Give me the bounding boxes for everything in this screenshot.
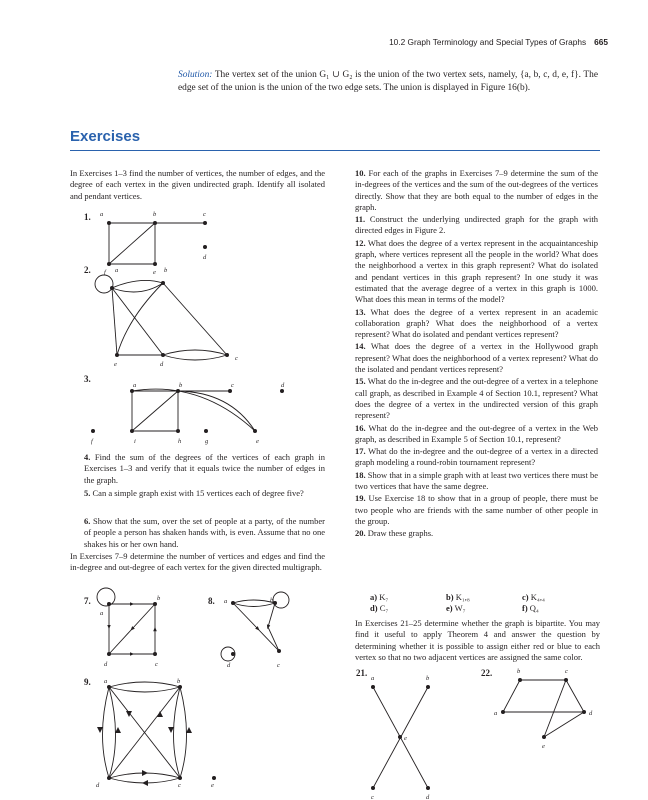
vertex-label: b [517, 668, 521, 675]
edge [180, 687, 187, 778]
edge [566, 680, 584, 712]
vertex-label: c [371, 794, 374, 800]
part-f-label: f) [522, 603, 528, 614]
exercise-15-text: What do the in-degree and the out-degree of a vertex in a telephone call graph, as described in Example 4 of Section 10.1, represent? What does the degree of a vertex in the undirected version of this graph represent? [355, 376, 598, 421]
vertex [153, 602, 157, 606]
intro-7-9: In Exercises 7–9 determine the number of vertices and edges and find the in-degree and out-degree of each vertex for the given directed multigraph. [70, 551, 325, 573]
exercise-16-number: 16. [355, 422, 366, 433]
vertex [518, 678, 522, 682]
exercise-4-number: 4. [84, 452, 91, 462]
vertex [91, 429, 95, 433]
vertex [228, 389, 232, 393]
exercise-2-number: 2. [84, 265, 91, 275]
vertex-label: c [203, 211, 206, 218]
vertex [178, 685, 182, 689]
graph-8 [221, 592, 289, 669]
vertex [582, 710, 586, 714]
vertex [107, 221, 111, 225]
vertex-label: d [160, 361, 164, 368]
vertex [204, 429, 208, 433]
vertex-label: a [494, 710, 498, 717]
part-d-label: d) [370, 603, 378, 614]
edge [268, 627, 279, 651]
part-f-text: Q₄ [529, 603, 539, 614]
part-a-label: a) [370, 592, 378, 602]
vertex-label: b [153, 211, 157, 218]
exercise-5-text: Can a simple graph exist with 15 vertices each of degree five? [92, 488, 304, 498]
section-title: 10.2 Graph Terminology and Special Types of Graphs [389, 37, 587, 47]
vertex-label: f [104, 269, 106, 276]
vertex-label: e [404, 735, 407, 742]
exercise-17-text: What do the in-degree and the out-degree of a vertex in a directed graph modeling a round-robin tournament represent? [355, 446, 598, 468]
vertex-label: a [371, 675, 375, 682]
exercise-13-number: 13. [355, 306, 366, 317]
exercise-14-text: What does the degree of a vertex in the Hollywood graph represent? What does the neighborhood of a vertex represent? What do the isolated and pendant vertices represent? [355, 341, 598, 375]
edge [109, 682, 180, 687]
exercise-5-number: 5. [84, 488, 91, 498]
vertex-label: a [133, 382, 137, 389]
solution-label: Solution: [178, 70, 213, 80]
exercise-20-number: 20. [355, 528, 366, 539]
edge [132, 604, 155, 629]
vertex-label: c [155, 661, 158, 668]
exercise-4-text: Find the sum of the degrees of the vertices of each graph in Exercises 1–3 and verify that it equals twice the number of edges in the graph. [84, 452, 326, 485]
arrow [126, 711, 132, 717]
vertex [107, 652, 111, 656]
vertex [176, 429, 180, 433]
edge [109, 687, 180, 692]
vertex [115, 353, 119, 357]
vertex-label: b [426, 675, 430, 682]
graph-22 [494, 668, 593, 750]
vertex [280, 389, 284, 393]
edge [233, 603, 275, 607]
edge [178, 391, 255, 431]
exercise-18-text: Show that in a simple graph with at least two vertices there must be two vertices that have the same degree. [355, 469, 599, 492]
vertex-label: c [178, 782, 181, 789]
arrow [142, 770, 148, 776]
vertex [178, 776, 182, 780]
vertex [176, 389, 180, 393]
exercise-6-number: 6. [84, 516, 91, 526]
edge [109, 687, 116, 778]
exercise-6-text: Show that the sum, over the set of people at a party, of the number of people a person has shaken hands with, is even. Assume that no one shakes his or her own hand. [84, 516, 325, 549]
exercise-9-number: 9. [84, 677, 91, 687]
exercise-3-number: 3. [84, 374, 91, 384]
part-e-text: W₇ [454, 603, 466, 614]
vertex [426, 786, 430, 790]
exercise-21-number: 21. [356, 668, 368, 678]
vertex-label: h [178, 438, 182, 445]
exercise-14-number: 14. [355, 341, 366, 352]
exercise-11-text: Construct the underlying undirected graph for the graph with directed edges in Figure 2. [355, 214, 599, 236]
exercise-16-text: What do the in-degree and the out-degree of a vertex in the Web graph, as described in Example 5 of Section 10.1, represent? [355, 422, 598, 444]
vertex-label: d [426, 794, 430, 800]
vertex-label: d [281, 382, 285, 389]
solution-text: The vertex set of the union G₁ ∪ G₂ is the union of the two vertex sets, namely, {a, b, c, d, e, f}. The edge set of the union is the union of the two edge sets. The union is displayed in Figure 16(b). [178, 70, 598, 93]
exercises-heading: Exercises [70, 128, 141, 145]
graph-3 [91, 382, 285, 445]
vertex [253, 429, 257, 433]
vertex [426, 685, 430, 689]
graph-2 [95, 267, 238, 368]
vertex-label: d [96, 782, 100, 789]
edge [163, 355, 227, 360]
intro-1-3: In Exercises 1–3 find the number of vertices, the number of edges, and the degree of each vertex in the given undirected graph. Identify all isolated and pendant vertices. [70, 168, 325, 201]
graph-7 [97, 588, 161, 668]
vertex [161, 353, 165, 357]
vertex [107, 602, 111, 606]
vertex [153, 262, 157, 266]
page-number: 665 [594, 37, 608, 47]
edge [233, 600, 275, 603]
edge [257, 628, 279, 651]
vertex [107, 776, 111, 780]
exercise-10-number: 10. [355, 168, 366, 178]
vertex [130, 429, 134, 433]
vertex [203, 245, 207, 249]
edge [109, 223, 155, 264]
vertex-label: b [157, 595, 161, 602]
part-a-text: K₇ [379, 592, 389, 602]
intro-21-25: In Exercises 21–25 determine whether the graph is bipartite. You may find it useful to apply Theorem 4 and answer the question by determining whether it is possible to assign either red or blue to each vertex so that no two adjacent vertices are assigned the same color. [355, 618, 600, 662]
vertex-label: c [231, 382, 234, 389]
arrow [142, 780, 148, 786]
vertex-label: a [100, 211, 104, 218]
vertex [542, 735, 546, 739]
vertex-label: b [177, 678, 181, 685]
vertex [398, 735, 402, 739]
arrow [115, 727, 121, 733]
vertex [153, 221, 157, 225]
exercise-7-number: 7. [84, 596, 91, 606]
edge [117, 283, 163, 355]
loop-edge [97, 588, 115, 606]
edge [544, 712, 584, 737]
loop-edge [95, 275, 113, 293]
vertex [153, 652, 157, 656]
exercise-15-number: 15. [355, 376, 366, 387]
edge [268, 603, 275, 627]
vertex-label: c [565, 668, 568, 675]
vertex [231, 652, 235, 656]
edge [544, 680, 566, 737]
vertex [225, 353, 229, 357]
vertex [564, 678, 568, 682]
vertex [107, 685, 111, 689]
vertex [231, 601, 235, 605]
edge [109, 629, 132, 654]
edge [503, 680, 520, 712]
vertex-label: d [589, 710, 593, 717]
part-c-text: K₄,₄ [530, 592, 545, 602]
exercise-12-number: 12. [355, 237, 366, 248]
vertex [107, 262, 111, 266]
vertex-label: b [179, 382, 183, 389]
vertex-label: c [235, 355, 238, 362]
exercise-20-text: Draw these graphs. [367, 528, 434, 539]
vertex-label: e [114, 361, 117, 368]
part-c-label: c) [522, 592, 529, 602]
vertex-label: b [270, 597, 274, 604]
arrow [157, 711, 163, 717]
vertex [501, 710, 505, 714]
loop-edge [273, 592, 289, 608]
exercise-22-number: 22. [481, 668, 493, 678]
exercise-10-text: For each of the graphs in Exercises 7–9 determine the sum of the in-degrees of the vertices and the sum of the out-degrees of the vertices directly. Show that they are both equal to the number of edges in the graph. [355, 168, 598, 212]
vertex-label: g [205, 438, 209, 445]
exercise-11-number: 11. [355, 214, 366, 225]
exercise-13-text: What does the degree of a vertex represent in an academic collaboration graph? What does the neighborhood of a vertex represent? What do isolated and pendant vertices represent? [355, 306, 598, 340]
part-b-text: K₁,₈ [455, 592, 470, 602]
vertex [371, 786, 375, 790]
vertex-label: d [104, 661, 108, 668]
vertex [277, 649, 281, 653]
vertex-label: i [134, 438, 136, 445]
vertex-label: c [277, 662, 280, 669]
edge [174, 687, 181, 778]
vertex-label: b [164, 267, 168, 274]
edge [103, 687, 110, 778]
exercise-18-number: 18. [355, 469, 366, 480]
exercise-19-text: Use Exercise 18 to show that in a group of people, there must be two people who are friends with the same number of other people in the group. [355, 493, 598, 526]
vertex [212, 776, 216, 780]
vertex [130, 389, 134, 393]
vertex [110, 286, 114, 290]
exercise-17-number: 17. [355, 446, 366, 457]
edge [163, 350, 227, 355]
vertex-label: e [153, 269, 156, 276]
vertex [273, 601, 277, 605]
vertex-label: e [211, 782, 214, 789]
exercise-8-number: 8. [208, 596, 215, 606]
vertex [161, 281, 165, 285]
vertex-label: a [100, 610, 104, 617]
part-e-label: e) [446, 603, 453, 614]
vertex-label: e [542, 743, 545, 750]
exercise-12-text: What does the degree of a vertex represent in the acquaintanceship graph, where vertices represent all the people in the world? What does the neighborhood a vertex in this graph represent? What do isolated and pendant vertices in this graph represent? In one study it was estimated that the average degree of a vertex in this graph is 1000. What does this mean in terms of the model? [355, 237, 598, 305]
vertex-label: e [256, 438, 259, 445]
part-d-text: C₇ [379, 603, 389, 614]
edge [163, 283, 227, 355]
vertex-label: a [224, 598, 228, 605]
vertex-label: d [203, 254, 207, 261]
part-b-label: b) [446, 592, 454, 602]
vertex-label: a [115, 267, 119, 274]
exercise-1-number: 1. [84, 212, 91, 222]
vertex-label: a [104, 678, 108, 685]
vertex [371, 685, 375, 689]
edge [112, 288, 163, 355]
graph-21 [371, 675, 430, 800]
edge [112, 288, 117, 355]
vertex [203, 221, 207, 225]
vertex-label: d [227, 662, 231, 669]
edge [132, 391, 178, 431]
arrow [186, 727, 192, 733]
vertex-label: f [91, 438, 93, 445]
graph-9 [96, 678, 216, 789]
exercise-19-number: 19. [355, 493, 366, 504]
